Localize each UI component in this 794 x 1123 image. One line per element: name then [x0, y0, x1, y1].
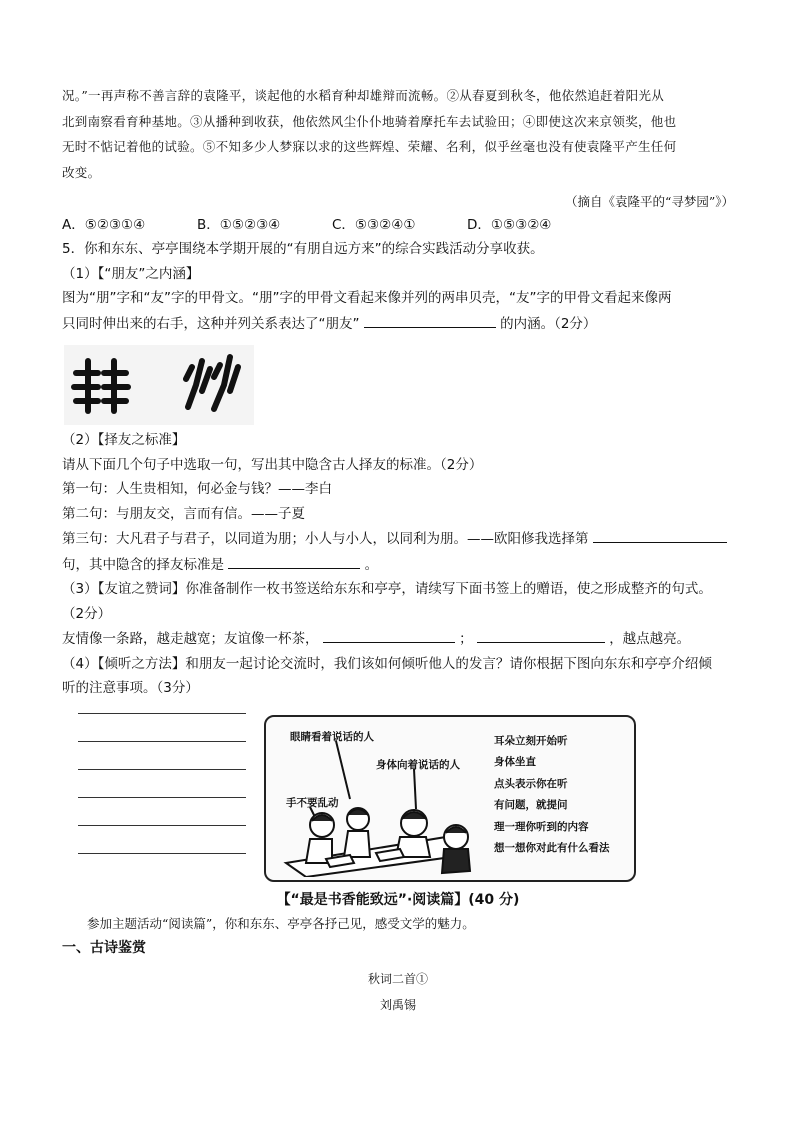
sentence-3-tail-a: 句，其中隐含的择友标准是 [62, 556, 224, 573]
children-drawing [266, 717, 486, 877]
sentence-2: 第二句：与朋友交，言而有信。——子夏 [62, 505, 305, 522]
sentence-3 [62, 526, 734, 552]
listening-tips [494, 731, 634, 860]
answer-line[interactable] [78, 769, 246, 770]
q5-part4-text-a: （4）【倾听之方法】和朋友一起讨论交流时，我们该如何倾听他人的发言？请你根据下图向东东和亭亭介绍倾 [62, 655, 712, 672]
q5-part1-text-c: 的内涵。（2分） [500, 315, 597, 332]
oracle-bone-image [64, 345, 254, 425]
sentence-3-tail [62, 552, 734, 578]
answer-line[interactable] [78, 825, 246, 826]
answer-blank-bookmark-1[interactable] [323, 626, 455, 643]
option-d: D．①⑤③②④ [467, 217, 552, 233]
q5-part4-text-b: 听的注意事项。（3分） [62, 680, 199, 696]
answer-blank-friend-standard[interactable] [228, 552, 360, 569]
option-a: A．⑤②③①④ [62, 217, 146, 233]
answer-line[interactable] [78, 853, 246, 854]
q5-part2-text: 请从下面几个句子中选取一句，写出其中隐含古人择友的标准。（2分） [62, 456, 483, 473]
option-b: B．①⑤②③④ [197, 217, 281, 233]
oracle-bone-characters [64, 344, 734, 426]
sentence-3-tail-b: 。 [364, 556, 379, 573]
passage-line-1: 况。”一再声称不善言辞的袁隆平，谈起他的水稻育种却雄辩而流畅。②从春夏到秋冬，他依然追赶着阳光从 [62, 88, 665, 103]
answer-blank-friend-meaning[interactable] [364, 311, 496, 328]
answer-lines[interactable] [78, 713, 246, 881]
sentence-3-text: 第三句：大凡君子与君子，以同道为朋；小人与小人，以同利为朋。——欧阳修我选择第 [62, 531, 589, 547]
listening-picture [264, 715, 636, 882]
part3-line-b: ； [459, 631, 473, 647]
label-body: 身体向着说话的人 [376, 758, 460, 771]
tip-2: 身体坐直 [494, 756, 536, 768]
q5-part1-text-b [62, 311, 734, 337]
passage-line-2: 北到南察看育种基地。③从播种到收获，他依然风尘仆仆地骑着摩托车去试验田；④即使这次来京领奖，他也 [62, 113, 677, 129]
passage-source: （摘自《袁隆平的“寻梦园”》） [564, 194, 734, 209]
section-heading-poetry: 一、古诗鉴赏 [62, 939, 146, 956]
passage-line-3: 无时不惦记着他的试验。⑤不知多少人梦寐以求的这些辉煌、荣耀、名利，似乎丝毫也没有使袁隆平产生任何 [62, 139, 677, 154]
answer-line[interactable] [78, 713, 246, 714]
tip-5: 理一理你听到的内容 [494, 820, 589, 833]
q5-part3-text: （3）【友谊之赞词】你准备制作一枚书签送给东东和亭亭，请续写下面书签上的赠语，使之形成整齐的句式。 [62, 581, 712, 597]
q5-part2-title: （2）【择友之标准】 [62, 432, 186, 448]
tip-4: 有问题，就提问 [494, 799, 568, 811]
answer-options [62, 213, 734, 237]
passage-line-4: 改变。 [62, 164, 101, 180]
sentence-1: 第一句：人生贵相知，何必金与钱？——李白 [62, 481, 332, 497]
label-hands: 手不要乱动 [286, 796, 339, 809]
answer-line[interactable] [78, 797, 246, 798]
reading-section-title: 【“最是书香能致远”·阅读篇】(40 分) [276, 891, 520, 908]
answer-blank-bookmark-2[interactable] [477, 626, 605, 643]
q5-part3-score: （2分） [62, 605, 112, 622]
poem-title: 秋词二首① [367, 971, 428, 986]
part3-line-a: 友情像一条路，越走越宽；友谊像一杯茶， [62, 631, 319, 647]
q5-part1-text-a: 图为“朋”字和“友”字的甲骨文。“朋”字的甲骨文看起来像并列的两串贝壳，“友”字的甲骨文看起来像两 [62, 290, 672, 306]
tip-1: 耳朵立刻开始听 [494, 734, 568, 747]
listening-illustration [64, 707, 632, 882]
q5-part3-line [62, 626, 734, 652]
part3-line-c: ，越点越亮。 [609, 631, 691, 647]
tip-3: 点头表示你在听 [494, 777, 568, 790]
answer-blank-sentence-choice[interactable] [593, 526, 727, 543]
q5-part1-text-b-lead: 只同时伸出来的右手，这种并列关系表达了“朋友” [62, 315, 360, 332]
label-eyes: 眼睛看着说话的人 [290, 730, 374, 743]
tip-6: 想一想你对此有什么看法 [494, 842, 610, 854]
reading-intro: 参加主题活动“阅读篇”，你和东东、亭亭各抒己见，感受文学的魅力。 [87, 915, 475, 931]
q5-stem: 5．你和东东、亭亭围绕本学期开展的“有朋自远方来”的综合实践活动分享收获。 [62, 241, 544, 257]
poem-author: 刘禹锡 [379, 997, 416, 1012]
document-page [62, 84, 734, 1018]
option-c: C．⑤③②④① [332, 217, 416, 233]
answer-line[interactable] [78, 741, 246, 742]
q5-part1-title: （1）【“朋友”之内涵】 [62, 265, 200, 282]
